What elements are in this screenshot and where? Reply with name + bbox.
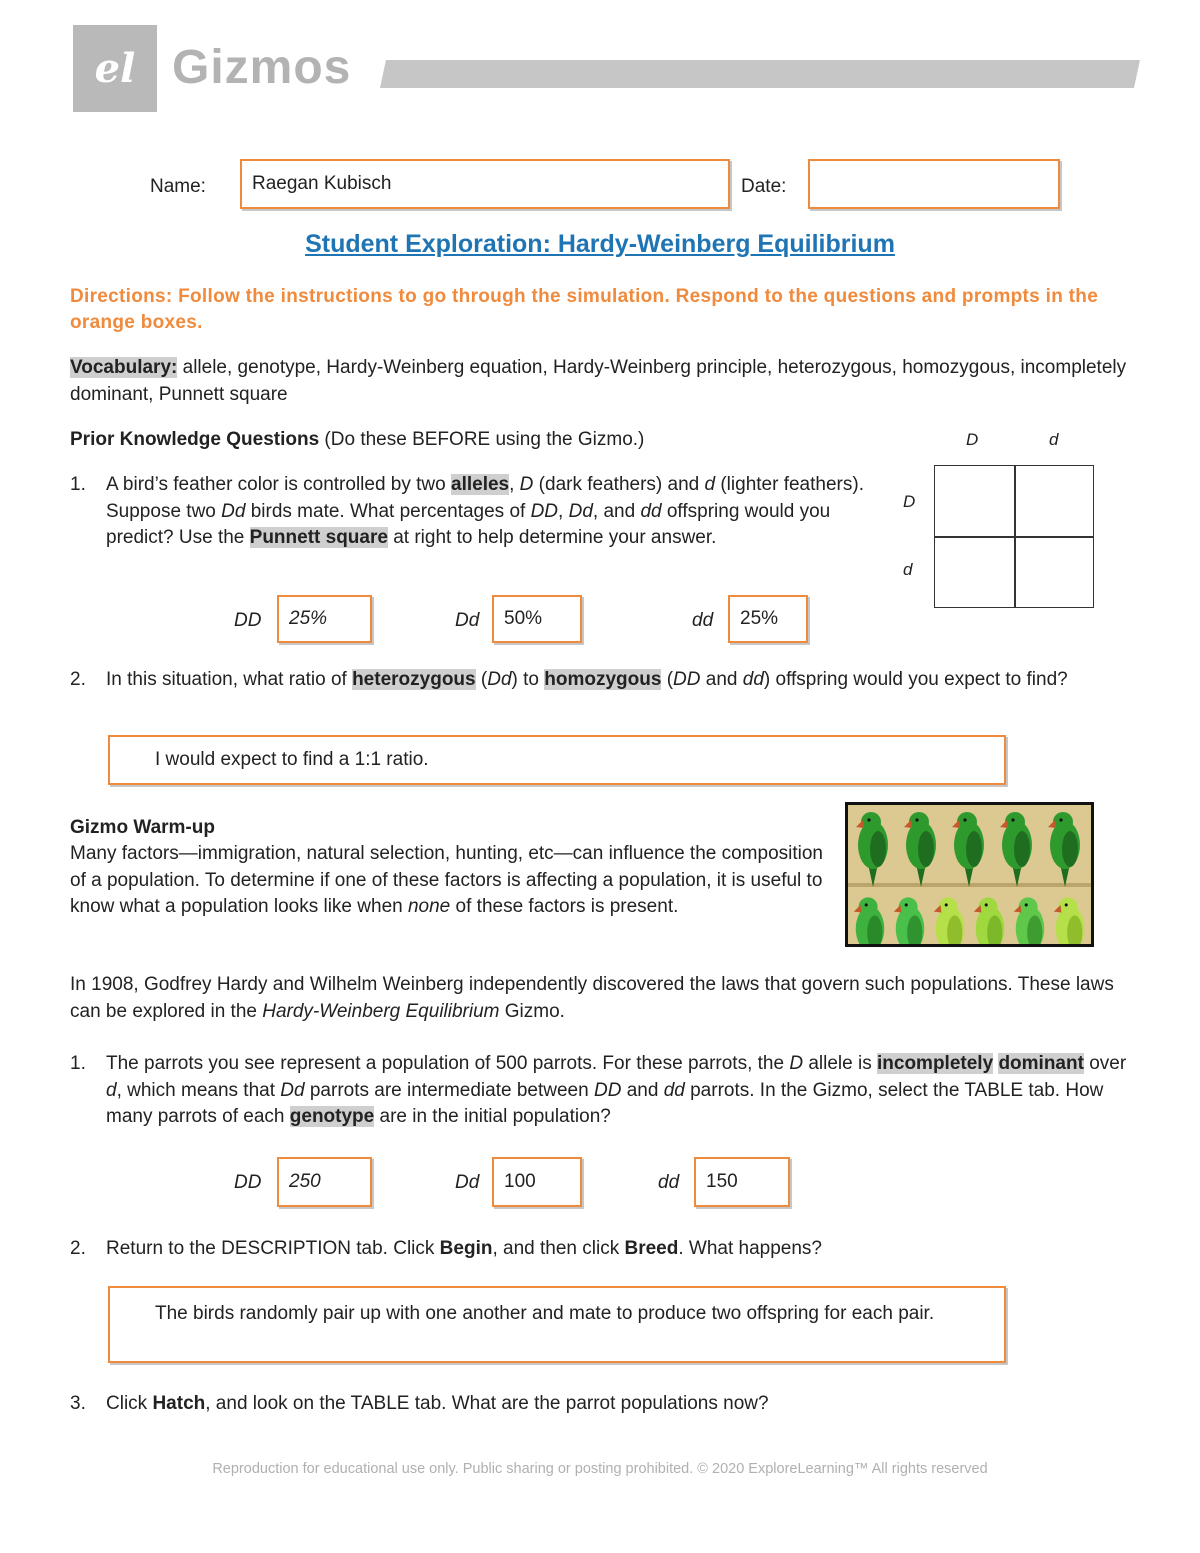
answer-field-dd[interactable]	[728, 595, 808, 643]
warmup-answer-field-Dd[interactable]	[492, 1157, 582, 1207]
prior-question-2	[70, 667, 1140, 694]
question-text: In this situation, what ratio of heterozygous (Dd) to homozygous (DD and dd) offspring would you expect to find?	[106, 669, 1068, 690]
prior-knowledge-note: (Do these BEFORE using the Gizmo.)	[319, 429, 645, 450]
answer-label-dd: dd	[658, 1172, 680, 1193]
term-genotype: genotype	[289, 1106, 375, 1127]
question-number: 1.	[70, 474, 86, 495]
warmup-paragraph-2: In 1908, Godfrey Hardy and Wilhelm Weinberg independently discovered the laws that govern such populations. These laws can be explored in the Hardy-Weinberg Equilibrium Gizmo.	[70, 974, 1114, 1022]
punnett-side-label-2: d	[903, 560, 913, 579]
answer-value: 250	[289, 1171, 321, 1192]
answer-label-Dd: Dd	[455, 610, 480, 631]
question-text: A bird’s feather color is controlled by two alleles, D (dark feathers) and d (lighter feathers). Suppose two Dd birds mate. What percentages of DD, Dd, and dd offspring would you predict? Use the Punnett square at right to help determine your answer.	[106, 474, 864, 548]
answer-label-dd: dd	[692, 610, 714, 631]
parrots-illustration	[848, 805, 1091, 944]
warmup-heading: Gizmo Warm-up	[70, 817, 215, 838]
warmup-question-1	[70, 1051, 1135, 1131]
question-text: Click Hatch, and look on the TABLE tab. What are the parrot populations now?	[106, 1393, 769, 1414]
date-value	[810, 161, 1058, 207]
answer-value: 25%	[740, 608, 779, 629]
punnett-top-label-2: d	[1049, 430, 1059, 449]
answer-value: The birds randomly pair up with one another and mate to produce two offspring for each pair.	[155, 1303, 935, 1324]
date-label: Date:	[741, 176, 787, 197]
prior-answer-2-field[interactable]	[108, 735, 1006, 785]
question-text: Return to the DESCRIPTION tab. Click Begin, and then click Breed. What happens?	[106, 1238, 822, 1259]
question-number: 2.	[70, 669, 86, 690]
punnett-square	[934, 465, 1094, 608]
prior-question-1	[70, 472, 878, 552]
page-title: Student Exploration: Hardy-Weinberg Equilibrium	[305, 230, 895, 258]
warmup-question-3	[70, 1391, 1140, 1418]
vocabulary	[70, 355, 1140, 408]
warmup-answer-field-DD[interactable]	[277, 1157, 372, 1207]
punnett-top-label-1: D	[966, 430, 979, 449]
warmup-question-2	[70, 1236, 1140, 1263]
logo-glyph: el	[94, 45, 136, 92]
punnett-divider-horizontal	[935, 536, 1093, 538]
question-text: The parrots you see represent a population of 500 parrots. For these parrots, the D allele is incompletely dominant over d, which means that Dd parrots are intermediate between DD and dd parrots. In the Gizmo, select the TABLE tab. How many parrots of each genotype are in the initial population?	[106, 1053, 1127, 1127]
term-hatch: Hatch	[152, 1393, 206, 1414]
vocabulary-text: allele, genotype, Hardy-Weinberg equation, Hardy-Weinberg principle, heterozygous, homozygous, incompletely dominant, Punnett square	[70, 357, 1127, 405]
copyright-footer: Reproduction for educational use only. Public sharing or posting prohibited. © 2020 ExploreLearning™ All rights reserved	[212, 1461, 988, 1477]
answer-label-DD: DD	[234, 610, 262, 631]
answer-field-DD[interactable]	[277, 595, 372, 643]
answer-value: 150	[706, 1171, 738, 1192]
prior-knowledge-title: Prior Knowledge Questions	[70, 429, 320, 450]
term-homozygous: homozygous	[544, 669, 662, 690]
term-heterozygous: heterozygous	[352, 669, 476, 690]
warmup-answer-2-field[interactable]	[108, 1286, 1006, 1363]
name-value: Raegan Kubisch	[252, 173, 392, 194]
term-incompletely: incompletely	[877, 1053, 994, 1074]
warmup-paragraph-1: Many factors—immigration, natural selection, hunting, etc—can influence the composition of a population. To determine if one of these factors is affecting a population, it is useful to know what a population looks like when none of these factors is present.	[70, 843, 823, 917]
term-breed: Breed	[624, 1238, 679, 1259]
name-label: Name:	[150, 176, 206, 197]
brand-name: Gizmos	[172, 41, 352, 94]
parrot-population-image	[845, 802, 1094, 947]
answer-value: 100	[504, 1171, 536, 1192]
term-alleles: alleles	[451, 474, 510, 495]
answer-field-Dd[interactable]	[492, 595, 582, 643]
answer-value: 50%	[504, 608, 543, 629]
answer-label-Dd: Dd	[455, 1172, 480, 1193]
term-punnett-square: Punnett square	[249, 527, 388, 548]
answer-value: 25%	[289, 608, 328, 629]
answer-label-DD: DD	[234, 1172, 262, 1193]
answer-value: I would expect to find a 1:1 ratio.	[155, 749, 429, 770]
prior-knowledge-heading	[70, 427, 1140, 454]
punnett-side-label-1: D	[903, 492, 916, 511]
term-begin: Begin	[439, 1238, 493, 1259]
term-dominant: dominant	[998, 1053, 1084, 1074]
question-number: 1.	[70, 1053, 86, 1074]
header-bar	[380, 60, 1140, 88]
vocabulary-label: Vocabulary:	[70, 357, 178, 378]
date-field[interactable]	[808, 159, 1060, 209]
explorelearning-logo	[73, 25, 157, 112]
question-number: 3.	[70, 1393, 86, 1414]
directions: Directions: Follow the instructions to go through the simulation. Respond to the questions and prompts in the orange boxes.	[70, 286, 1099, 333]
name-field[interactable]	[240, 159, 730, 209]
warmup-answer-field-dd[interactable]	[694, 1157, 790, 1207]
question-number: 2.	[70, 1238, 86, 1259]
